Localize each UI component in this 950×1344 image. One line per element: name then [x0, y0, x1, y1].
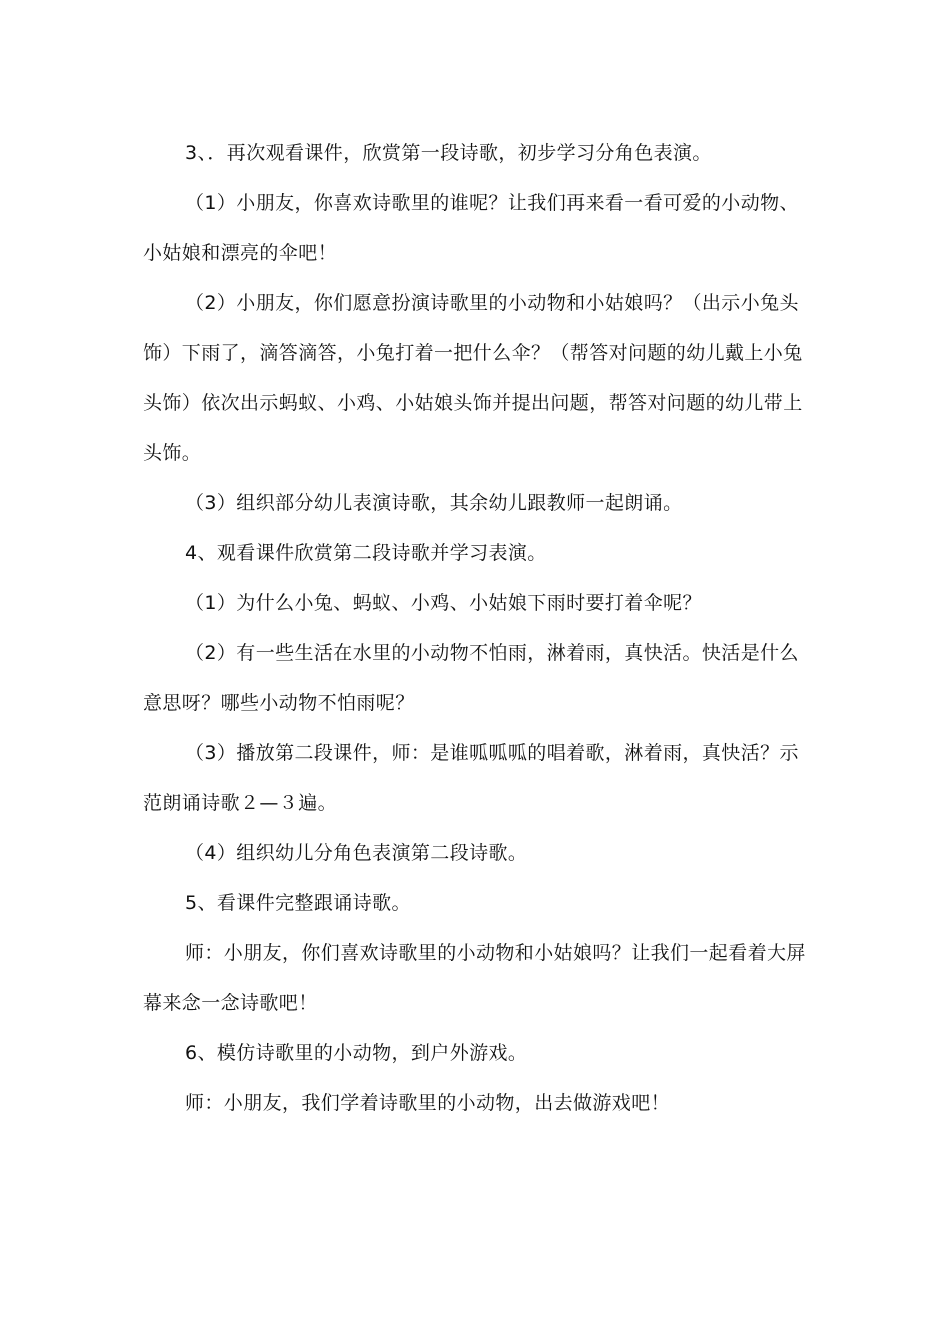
paragraph-step-4-4: （4）组织幼儿分角色表演第二段诗歌。 [185, 842, 528, 864]
paragraph-step-5: 5、看课件完整跟诵诗歌。 [185, 892, 411, 914]
document-body [143, 128, 807, 1128]
paragraph-step-4-2: （2）有一些生活在水里的小动物不怕雨，淋着雨，真快活。快活是什么意思呀？哪些小动物不怕雨呢？ [143, 642, 799, 714]
paragraph-step-4-1: （1）为什么小兔、蚂蚁、小鸡、小姑娘下雨时要打着伞呢？ [185, 592, 702, 614]
paragraph-step-3-3: （3）组织部分幼儿表演诗歌，其余幼儿跟教师一起朗诵。 [185, 492, 683, 514]
paragraph-teacher-line-2: 师：小朋友，我们学着诗歌里的小动物，出去做游戏吧！ [185, 1092, 671, 1114]
paragraph-step-6: 6、模仿诗歌里的小动物，到户外游戏。 [185, 1042, 528, 1064]
paragraph-step-3-2: （2）小朋友，你们愿意扮演诗歌里的小动物和小姑娘吗？（出示小兔头饰）下雨了，滴答滴答，小兔打着一把什么伞？（帮答对问题的幼儿戴上小兔头饰）依次出示蚂蚁、小鸡、小姑娘头饰并提出问题，帮答对问题的幼儿带上头饰。 [143, 292, 803, 464]
paragraph-step-4-3: （3）播放第二段课件，师：是谁呱呱呱的唱着歌，淋着雨，真快活？示范朗诵诗歌２—３遍。 [143, 742, 799, 814]
paragraph-step-3-1: （1）小朋友，你喜欢诗歌里的谁呢？让我们再来看一看可爱的小动物、小姑娘和漂亮的伞吧！ [143, 192, 799, 264]
paragraph-step-3: 3、．再次观看课件，欣赏第一段诗歌，初步学习分角色表演。 [185, 142, 712, 164]
paragraph-step-4: 4、观看课件欣赏第二段诗歌并学习表演。 [185, 542, 547, 564]
paragraph-teacher-line-1: 师：小朋友，你们喜欢诗歌里的小动物和小姑娘吗？让我们一起看着大屏幕来念一念诗歌吧！ [143, 942, 806, 1014]
